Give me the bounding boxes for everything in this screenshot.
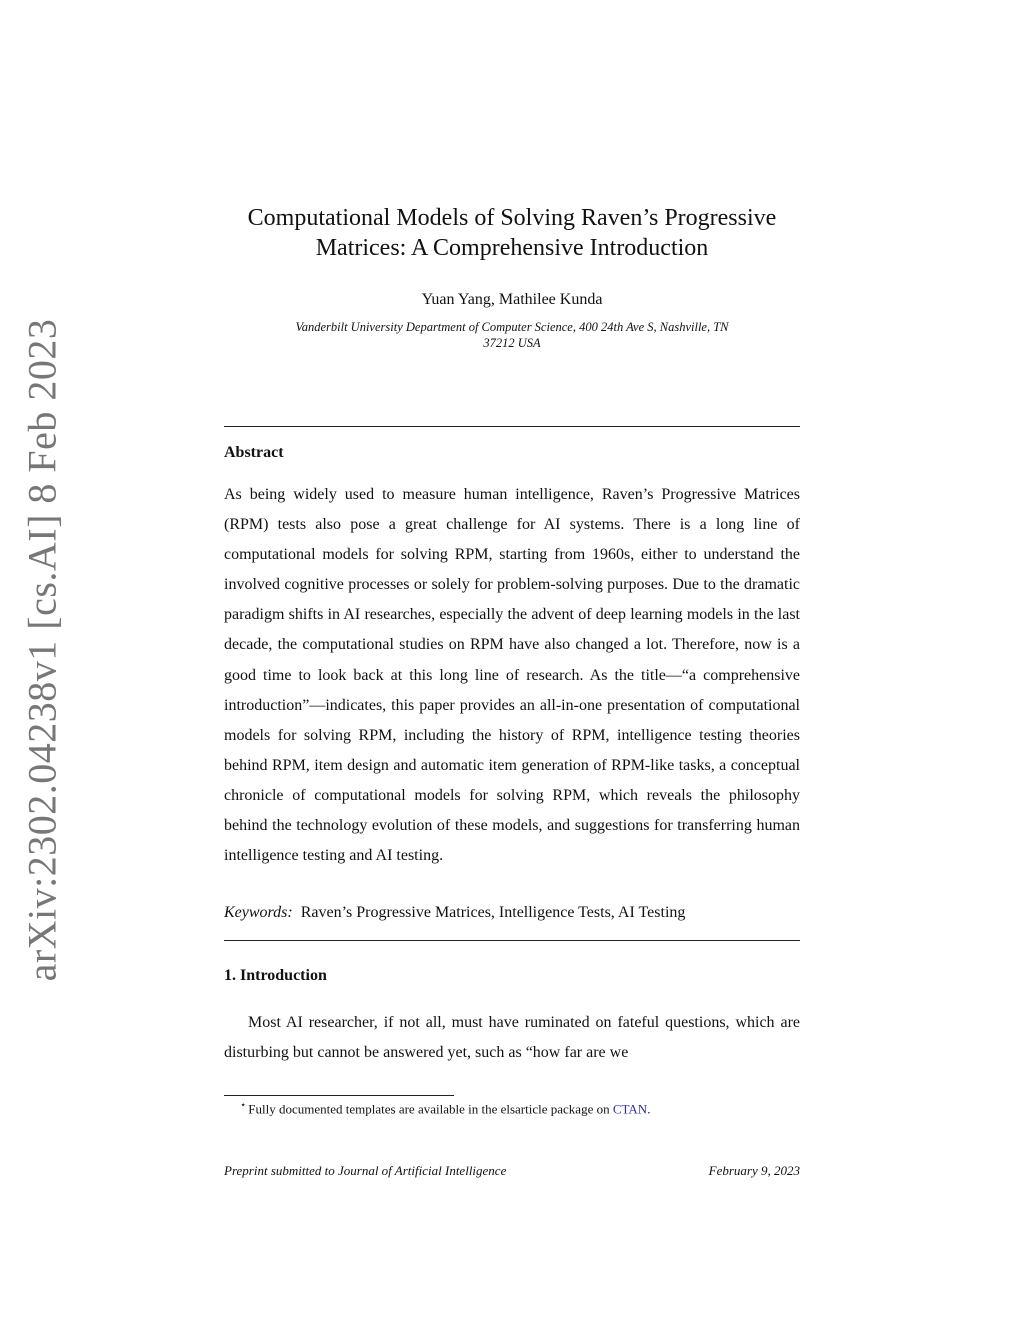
introduction-text: Most AI researcher, if not all, must have ruminated on fateful questions, which are disturbing but cannot be answered yet, such as “how far are we xyxy=(224,1014,800,1061)
title-line-1: Computational Models of Solving Raven’s Progressive xyxy=(247,205,777,231)
footer-date: February 9, 2023 xyxy=(708,1163,800,1178)
affiliation-line-1: Vanderbilt University Department of Computer Science, 400 24th Ave S, Nashville, TN xyxy=(295,320,729,334)
footnote-marker: ⋆ xyxy=(240,1100,247,1111)
affiliation xyxy=(230,319,794,351)
top-rule xyxy=(224,426,800,427)
footnote-text: Fully documented templates are available in the elsarticle package on xyxy=(248,1101,613,1117)
keywords-label: Keywords: xyxy=(224,904,293,921)
abstract-text: As being widely used to measure human intelligence, Raven’s Progressive Matrices (RPM) tests also pose a great challenge for AI systems. There is a long line of computational models for solving RPM, starting from 1960s, either to understand the involved cognitive processes or solely for problem-solving purposes. Due to the dramatic paradigm shifts in AI researches, especially the advent of deep learning models in the last decade, the computational studies on RPM have also changed a lot. Therefore, now is a good time to look back at this long line of research. As the title—“a comprehensive introduction”—indicates, this paper provides an all-in-one presentation of computational models for solving RPM, including the history of RPM, intelligence testing theories behind RPM, item design and automatic item generation of RPM-like tasks, a conceptual chronicle of computational models for solving RPM, which reveals the philosophy behind the technology evolution of these models, and suggestions for transferring human intelligence testing and AI testing. xyxy=(224,486,800,865)
footnote-end: . xyxy=(647,1101,651,1117)
abstract-heading: Abstract xyxy=(224,444,284,461)
ctan-link[interactable]: CTAN xyxy=(612,1101,648,1117)
keywords-text: Raven’s Progressive Matrices, Intelligence Tests, AI Testing xyxy=(300,904,686,921)
paper-title xyxy=(200,203,824,263)
title-line-2: Matrices: A Comprehensive Introduction xyxy=(315,235,709,261)
footer-journal: Preprint submitted to Journal of Artificial Intelligence xyxy=(224,1163,507,1178)
footnote-rule xyxy=(224,1095,454,1096)
authors: Yuan Yang, Mathilee Kunda xyxy=(421,291,603,308)
bottom-rule xyxy=(224,940,800,941)
arxiv-identifier: arXiv:2302.04238v1 [cs.AI] 8 Feb 2023 xyxy=(19,318,65,982)
introduction-heading: 1. Introduction xyxy=(224,967,327,984)
footnote xyxy=(240,1100,650,1117)
affiliation-line-2: 37212 USA xyxy=(483,336,541,350)
keywords xyxy=(224,904,800,922)
